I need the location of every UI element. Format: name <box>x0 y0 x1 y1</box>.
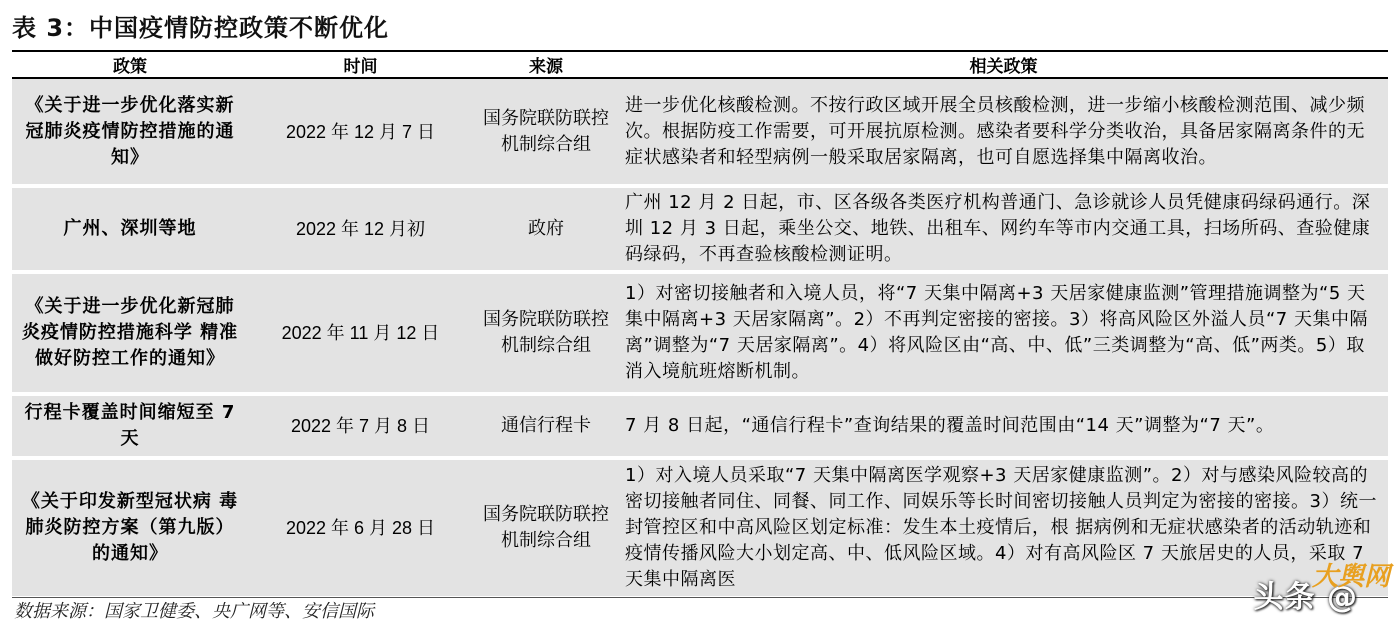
table-row <box>12 458 1388 596</box>
policy-date: 2022 年 7 月 8 日 <box>248 394 473 458</box>
policy-detail: 进一步优化核酸检测。不按行政区域开展全员核酸检测，进一步缩小核酸检测范围、减少频次。根据防疫工作需要，可开展抗原检测。感染者要科学分类收治，具备居家隔离条件的无症状感染者和轻型病例一般采取居家隔离，也可自愿选择集中隔离收治。 <box>619 78 1388 186</box>
data-source-note: 数据来源：国家卫健委、央广网等、安信国际 <box>14 601 374 622</box>
policy-table <box>12 52 1388 596</box>
policy-source: 通信行程卡 <box>473 394 619 458</box>
watermark-text: 头条 @ <box>1253 580 1358 615</box>
policy-source: 政府 <box>473 186 619 272</box>
policy-date: 2022 年 6 月 28 日 <box>248 458 473 596</box>
policy-name: 《关于印发新型冠状病 毒肺炎防控方案（第九版）的通知》 <box>12 458 248 596</box>
policy-source: 国务院联防联控机制综合组 <box>473 78 619 186</box>
bottom-divider <box>12 597 1388 598</box>
policy-name: 行程卡覆盖时间缩短至 7 天 <box>12 394 248 458</box>
policy-detail: 1）对密切接触者和入境人员，将“7 天集中隔离+3 天居家健康监测”管理措施调整为“5 天集中隔离+3 天居家隔离”。2）不再判定密接的密接。3）将高风险区外溢人员“7 天集中隔离”调整为“7 天居家隔离”。4）将风险区由“高、中、低”三类调整为“高、低”两类。5）取消入境航班熔断机制。 <box>619 272 1388 394</box>
table-title: 表 3：中国疫情防控政策不断优化 <box>12 14 390 42</box>
policy-date: 2022 年 12 月 7 日 <box>248 78 473 186</box>
header-policy: 政策 <box>12 52 248 78</box>
policy-name: 《关于进一步优化新冠肺炎疫情防控措施科学 精准做好防控工作的通知》 <box>12 272 248 394</box>
table-row <box>12 78 1388 186</box>
table-row <box>12 186 1388 272</box>
header-detail: 相关政策 <box>619 52 1388 78</box>
policy-detail: 7 月 8 日起，“通信行程卡”查询结果的覆盖时间范围由“14 天”调整为“7 天”。 <box>619 394 1388 458</box>
policy-date: 2022 年 12 月初 <box>248 186 473 272</box>
table-header-row <box>12 52 1388 78</box>
header-date: 时间 <box>248 52 473 78</box>
policy-date: 2022 年 11 月 12 日 <box>248 272 473 394</box>
policy-detail: 广州 12 月 2 日起，市、区各级各类医疗机构普通门、急诊就诊人员凭健康码绿码通行。深圳 12 月 3 日起，乘坐公交、地铁、出租车、网约车等市内交通工具，扫场所码、查验健康码绿码，不再查验核酸检测证明。 <box>619 186 1388 272</box>
header-source: 来源 <box>473 52 619 78</box>
watermark-logo: 大舆网 <box>1311 562 1390 592</box>
policy-name: 《关于进一步优化落实新冠肺炎疫情防控措施的通知》 <box>12 78 248 186</box>
policy-detail: 1）对入境人员采取“7 天集中隔离医学观察+3 天居家健康监测”。2）对与感染风险较高的密切接触者同住、同餐、同工作、同娱乐等长时间密切接触人员判定为密接的密接。3）统一封管控区和中高风险区划定标准：发生本土疫情后，根 据病例和无症状感染者的活动轨迹和疫情传播风险大小划定高、中、低风险区域。4）对有高风险区 7 天旅居史的人员，采取 7 天集中隔离医 <box>619 458 1388 596</box>
table-row <box>12 272 1388 394</box>
policy-source: 国务院联防联控机制综合组 <box>473 272 619 394</box>
table-row <box>12 394 1388 458</box>
policy-name: 广州、深圳等地 <box>12 186 248 272</box>
policy-source: 国务院联防联控机制综合组 <box>473 458 619 596</box>
